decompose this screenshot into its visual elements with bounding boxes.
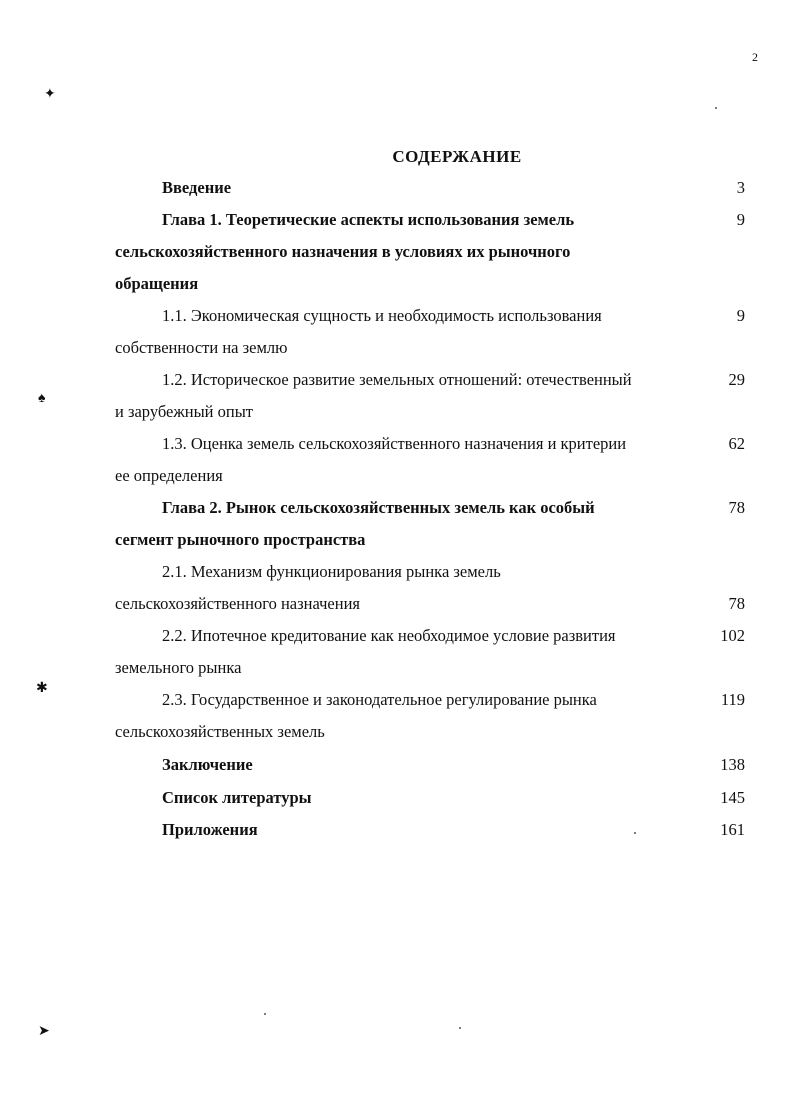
page-title: СОДЕРЖАНИЕ bbox=[392, 147, 522, 166]
toc-conclusion: Заключение bbox=[162, 755, 253, 774]
scan-mark-1: ✦ bbox=[44, 87, 56, 102]
toc-s2-1-line2: сельскохозяйственного назначения bbox=[115, 594, 360, 613]
toc-s1-3-line1: 1.3. Оценка земель сельскохозяйственного назначения и критерии bbox=[162, 434, 627, 453]
toc-s1-3-page: 62 bbox=[728, 434, 745, 453]
scan-dot-1 bbox=[715, 107, 717, 109]
page-number: 2 bbox=[752, 50, 758, 64]
toc-literature: Список литературы bbox=[162, 788, 312, 807]
toc-conclusion-page: 138 bbox=[720, 755, 745, 774]
toc-ch2-line1: Глава 2. Рынок сельскохозяйственных земель как особый bbox=[162, 498, 595, 517]
toc-ch1-page: 9 bbox=[736, 210, 745, 229]
toc-s1-1-page: 9 bbox=[736, 306, 745, 325]
toc-s2-3-line2: сельскохозяйственных земель bbox=[115, 722, 325, 741]
toc-s2-2-line1: 2.2. Ипотечное кредитование как необходимое условие развития bbox=[162, 626, 616, 645]
toc-s2-2-page: 102 bbox=[720, 626, 745, 645]
toc-ch2-line2: сегмент рыночного пространства bbox=[115, 530, 366, 549]
toc-s1-1-line1: 1.1. Экономическая сущность и необходимость использования bbox=[162, 306, 602, 325]
toc-ch2-page: 78 bbox=[728, 498, 745, 517]
toc-intro: Введение bbox=[162, 178, 232, 197]
toc-s1-3-line2: ее определения bbox=[115, 466, 223, 485]
scan-dot-2 bbox=[634, 832, 636, 834]
scan-dot-4 bbox=[459, 1027, 461, 1029]
toc-s2-3-page: 119 bbox=[720, 690, 745, 709]
toc-literature-page: 145 bbox=[720, 788, 745, 807]
toc-ch1-line1: Глава 1. Теоретические аспекты использования земель bbox=[162, 210, 575, 229]
scan-mark-4: ➤ bbox=[38, 1024, 50, 1039]
toc-s2-3-line1: 2.3. Государственное и законодательное регулирование рынка bbox=[162, 690, 597, 709]
toc-appendix: Приложения bbox=[162, 820, 258, 839]
toc-s1-2-page: 29 bbox=[728, 370, 745, 389]
toc-s1-2-line1: 1.2. Историческое развитие земельных отношений: отечественный bbox=[162, 370, 632, 389]
scan-mark-3: ✱ bbox=[36, 681, 48, 696]
toc-s1-1-line2: собственности на землю bbox=[115, 338, 288, 357]
toc-appendix-page: 161 bbox=[720, 820, 745, 839]
toc-s2-1-line1: 2.1. Механизм функционирования рынка земель bbox=[162, 562, 501, 581]
toc-s2-1-page: 78 bbox=[728, 594, 745, 613]
toc-s2-2-line2: земельного рынка bbox=[115, 658, 242, 677]
toc-ch1-line2: сельскохозяйственного назначения в условиях их рыночного bbox=[115, 242, 571, 261]
toc-ch1-line3: обращения bbox=[115, 274, 199, 293]
toc-s1-2-line2: и зарубежный опыт bbox=[115, 402, 254, 421]
scan-mark-2: ♠ bbox=[38, 391, 46, 406]
toc-intro-page: 3 bbox=[736, 178, 745, 197]
scan-dot-3 bbox=[264, 1013, 266, 1015]
